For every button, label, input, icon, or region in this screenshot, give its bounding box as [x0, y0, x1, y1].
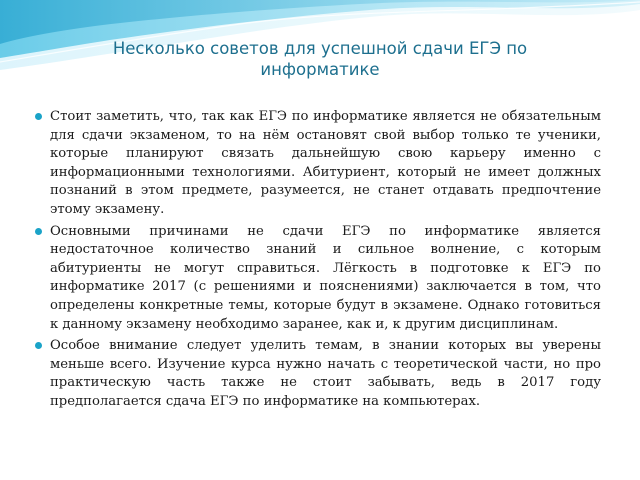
bullet-dot-icon [35, 228, 42, 235]
bullet-dot-icon [35, 342, 42, 349]
bullet-text: Стоит заметить, что, так как ЕГЭ по информатике является не обязательным для сдачи экзаменом, то на нём остановят свой выбор только те ученики, которые планируют связать дальнейшую свою карьеру именно с информационными технологиями. Абитуриент, который не имеет должных познаний в этом предмете, разумеется, не станет отдавать предпочтение этому экзамену. [50, 109, 601, 217]
bullet-item [50, 108, 601, 220]
slide-title: Несколько советов для успешной сдачи ЕГЭ по информатике [112, 39, 528, 79]
bullet-dot-icon [35, 113, 42, 120]
bullet-item [50, 337, 601, 411]
bullet-item [50, 223, 601, 335]
bullet-text: Особое внимание следует уделить темам, в знании которых вы уверены меньше всего. Изучение курса нужно начать с теоретической части, но про практическую часть также не стоит забывать, ведь в 2017 году предполагается сдача ЕГЭ по информатике на компьютерах. [50, 338, 601, 409]
bullet-text: Основными причинами не сдачи ЕГЭ по информатике является недостаточное количество знаний и сильное волнение, с которым абитуриенты не могут справиться. Лёгкость в подготовке к ЕГЭ по информатике 2017 (с решениями и пояснениями) заключается в том, что определены конкретные темы, которые будут в экзамене. Однако готовиться к данному экзамену необходимо заранее, как и, к другим дисциплинам. [50, 223, 601, 332]
bullet-list [50, 108, 601, 415]
